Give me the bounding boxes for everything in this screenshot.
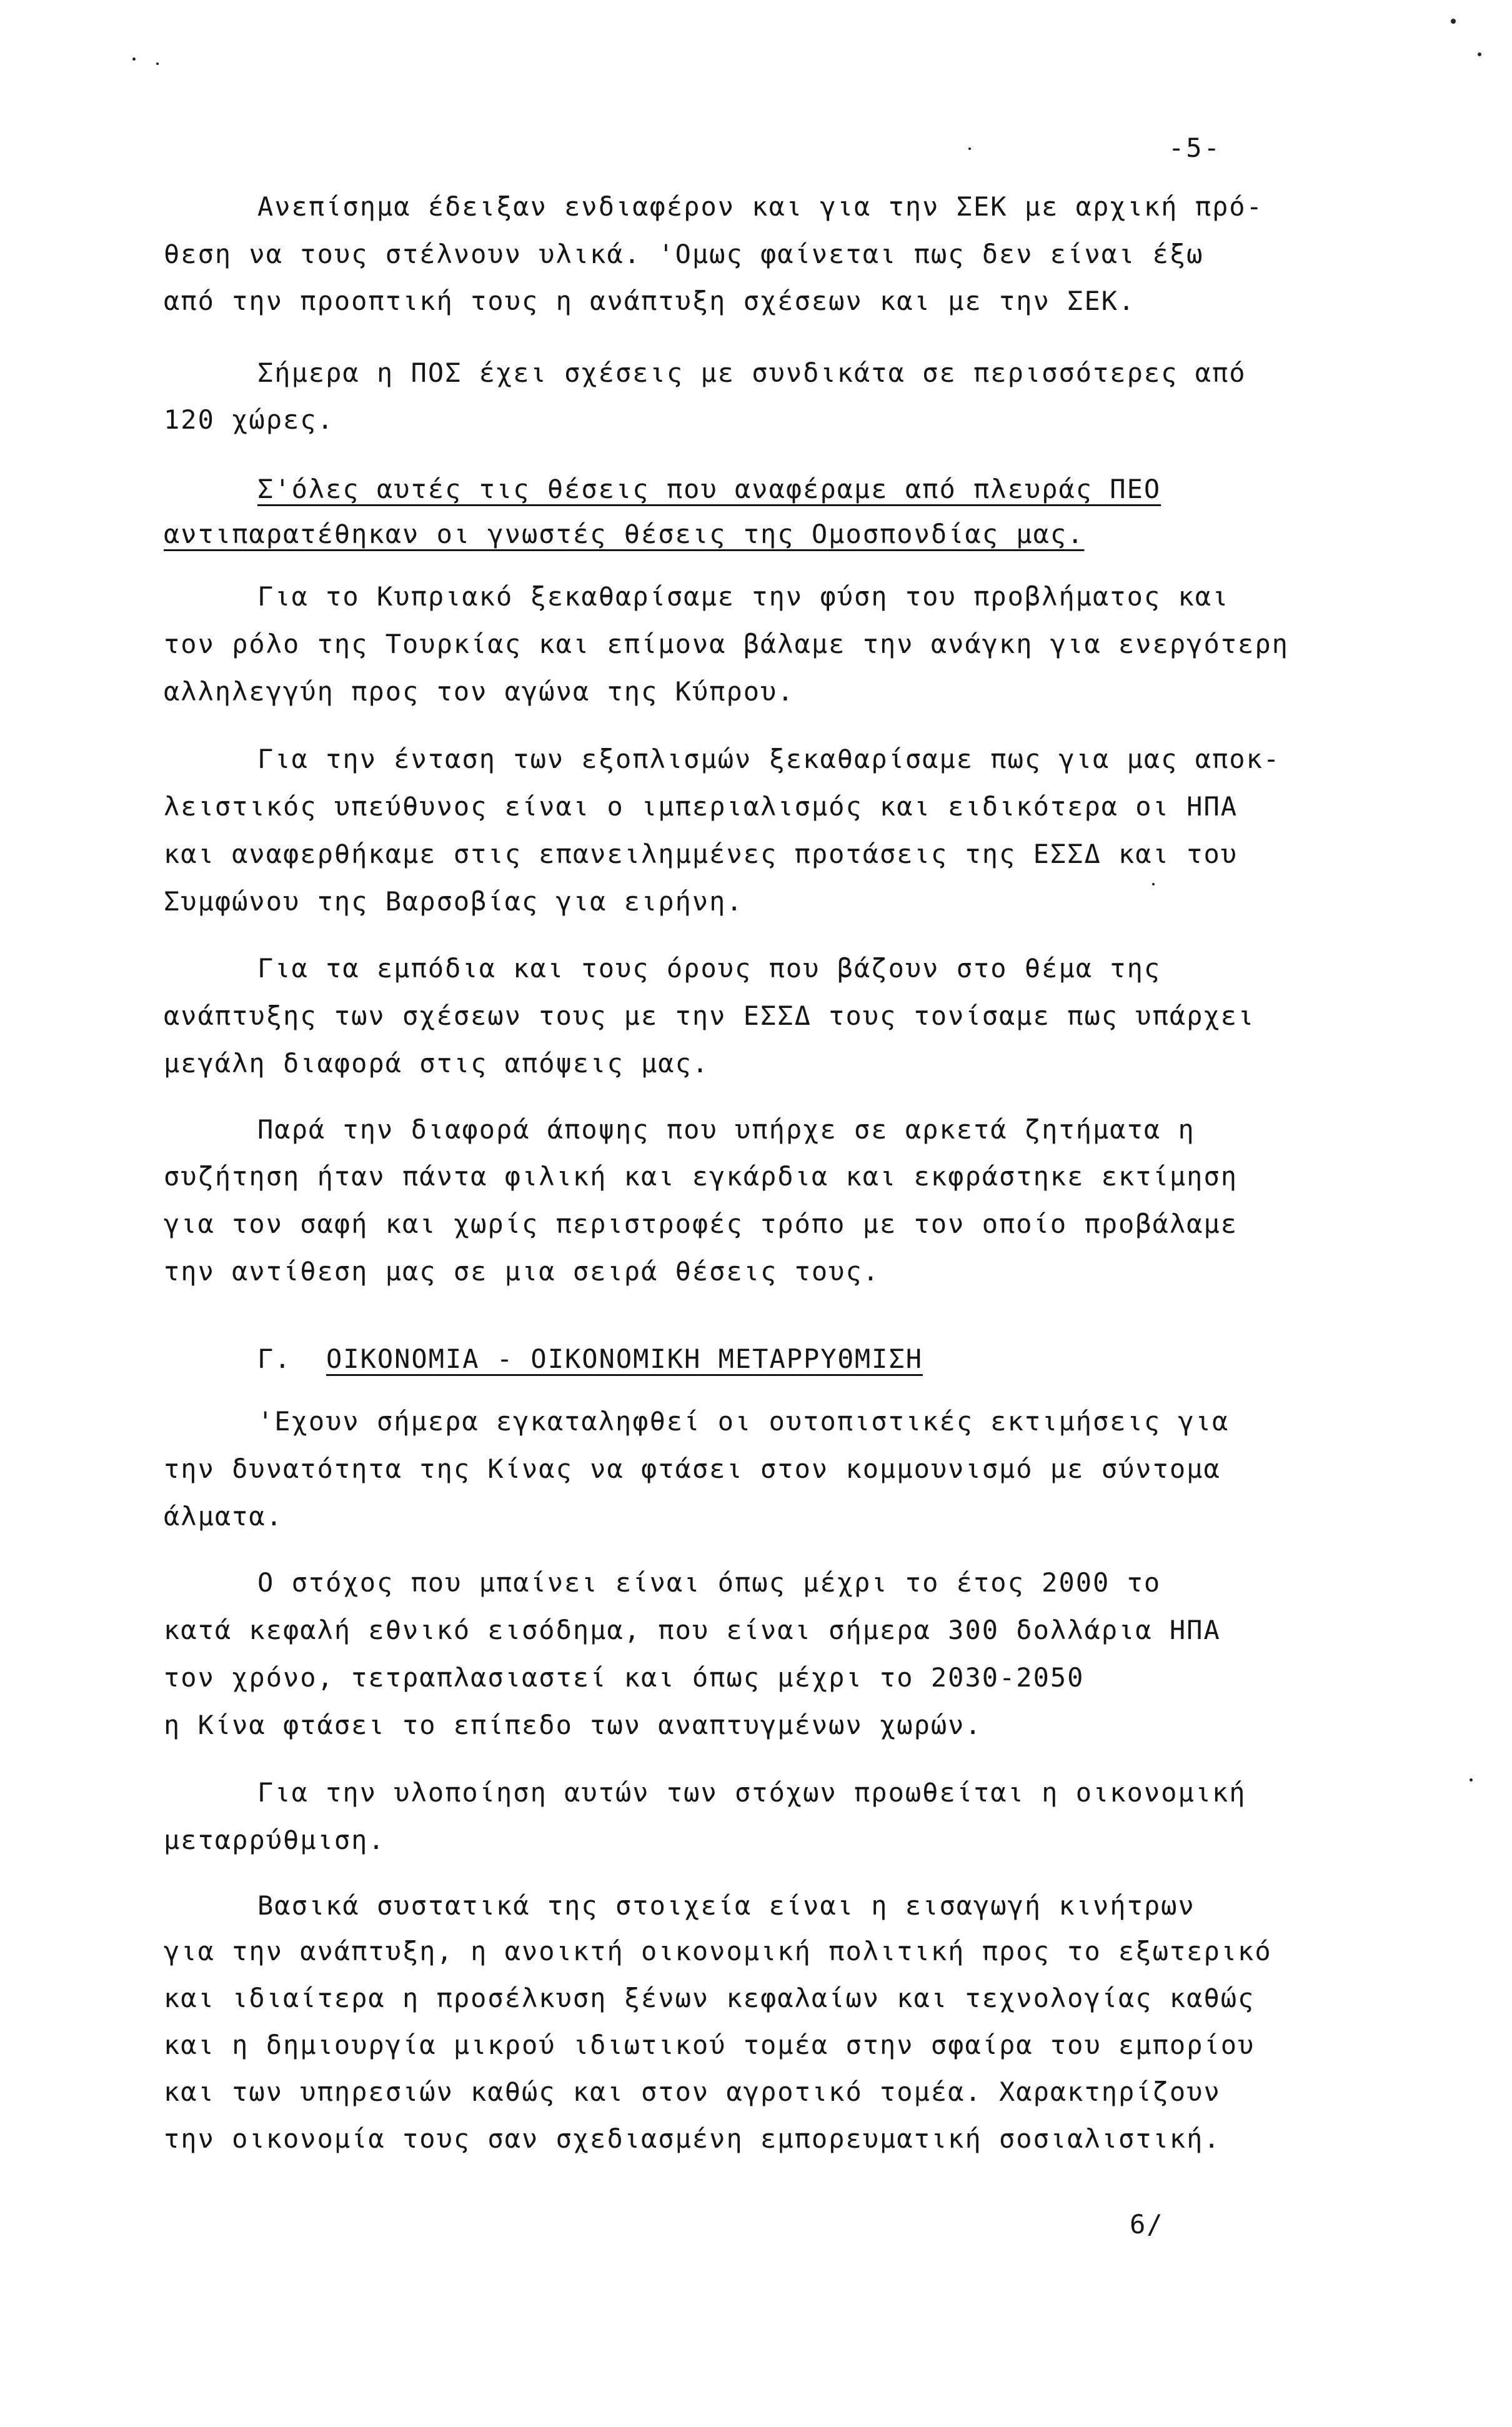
scan-speck: [1451, 19, 1456, 24]
paragraph-line: Ανεπίσημα έδειξαν ενδιαφέρον και για την ΣΕΚ με αρχική πρό-: [257, 191, 1263, 222]
paragraph-line: και αναφερθήκαμε στις επανειλημμένες προτάσεις της ΕΣΣΔ και του: [164, 839, 1238, 869]
scan-speck: [156, 62, 159, 65]
paragraph-line: αλληλεγγύη προς τον αγώνα της Κύπρου.: [164, 676, 795, 707]
section-letter: Γ.: [257, 1343, 292, 1374]
paragraph-line: άλματα.: [164, 1501, 284, 1532]
page-number: -5-: [1168, 132, 1221, 163]
paragraph-line: τον χρόνο, τετραπλασιαστεί και όπως μέχρι το 2030-2050: [164, 1662, 1085, 1693]
paragraph-line: την δυνατότητα της Κίνας να φτάσει στον κομμουνισμό με σύντομα: [164, 1453, 1221, 1484]
paragraph-line: την αντίθεση μας σε μια σειρά θέσεις τους.: [164, 1256, 880, 1287]
paragraph-line: Για την υλοποίηση αυτών των στόχων προωθείται η οικονομική: [257, 1777, 1246, 1808]
paragraph-line: από την προοπτική τους η ανάπτυξη σχέσεων και με την ΣΕΚ.: [164, 286, 1136, 316]
scan-speck: [1152, 883, 1155, 885]
paragraph-line: 'Εχουν σήμερα εγκαταληφθεί οι ουτοπιστικές εκτιμήσεις για: [257, 1406, 1230, 1437]
paragraph-line: συζήτηση ήταν πάντα φιλική και εγκάρδια και εκφράστηκε εκτίμηση: [164, 1161, 1238, 1192]
paragraph-line: Συμφώνου της Βαρσοβίας για ειρήνη.: [164, 886, 744, 917]
underlined-line: Σ'όλες αυτές τις θέσεις που αναφέραμε από πλευράς ΠΕΟ: [257, 474, 1161, 504]
paragraph-line: Σήμερα η ΠΟΣ έχει σχέσεις με συνδικάτα σε περισσότερες από: [257, 357, 1246, 388]
paragraph-line: και των υπηρεσιών καθώς και στον αγροτικό τομέα. Χαρακτηρίζουν: [164, 2076, 1221, 2107]
paragraph-line: ανάπτυξης των σχέσεων τους με την ΕΣΣΔ τους τονίσαμε πως υπάρχει: [164, 1000, 1255, 1031]
paragraph-line: μεταρρύθμιση.: [164, 1825, 385, 1855]
scan-speck: [132, 57, 136, 61]
scan-speck: [1478, 52, 1481, 56]
section-title: ΟΙΚΟΝΟΜΙΑ - ΟΙΚΟΝΟΜΙΚΗ ΜΕΤΑΡΡΥΘΜΙΣΗ: [326, 1343, 923, 1374]
paragraph-line: 120 χώρες.: [164, 404, 334, 435]
paragraph-line: μεγάλη διαφορά στις απόψεις μας.: [164, 1048, 710, 1079]
paragraph-line: Για το Κυπριακό ξεκαθαρίσαμε την φύση του προβλήματος και: [257, 581, 1230, 612]
paragraph-line: Βασικά συστατικά της στοιχεία είναι η εισαγωγή κινήτρων: [257, 1890, 1195, 1921]
paragraph-line: η Κίνα φτάσει το επίπεδο των αναπτυγμένων χωρών.: [164, 1710, 982, 1740]
paragraph-line: κατά κεφαλή εθνικό εισόδημα, που είναι σήμερα 300 δολλάρια ΗΠΑ: [164, 1615, 1221, 1645]
underlined-line: αντιπαρατέθηκαν οι γνωστές θέσεις της Ομοσπονδίας μας.: [164, 519, 1085, 549]
paragraph-line: Για τα εμπόδια και τους όρους που βάζουν στο θέμα της: [257, 953, 1161, 984]
paragraph-line: τον ρόλο της Τουρκίας και επίμονα βάλαμε την ανάγκη για ενεργότερη: [164, 629, 1289, 659]
paragraph-line: για τον σαφή και χωρίς περιστροφές τρόπο με τον οποίο προβάλαμε: [164, 1209, 1238, 1239]
paragraph-line: θεση να τους στέλνουν υλικά. 'Ομως φαίνεται πως δεν είναι έξω: [164, 239, 1204, 269]
paragraph-line: Παρά την διαφορά άποψης που υπήρχε σε αρκετά ζητήματα η: [257, 1114, 1195, 1145]
paragraph-line: Ο στόχος που μπαίνει είναι όπως μέχρι το έτος 2000 το: [257, 1567, 1161, 1598]
scan-speck: [1470, 1778, 1473, 1782]
next-page-marker: 6/: [1130, 2209, 1164, 2240]
paragraph-line: λειστικός υπεύθυνος είναι ο ιμπεριαλισμός και ειδικότερα οι ΗΠΑ: [164, 791, 1238, 822]
paragraph-line: και ιδιαίτερα η προσέλκυση ξένων κεφαλαίων και τεχνολογίας καθώς: [164, 1983, 1255, 2013]
paragraph-line: για την ανάπτυξη, η ανοικτή οικονομική πολιτική προς το εξωτερικό: [164, 1936, 1272, 1966]
paragraph-line: Για την ένταση των εξοπλισμών ξεκαθαρίσαμε πως για μας αποκ-: [257, 744, 1281, 774]
paragraph-line: και η δημιουργία μικρού ιδιωτικού τομέα στην σφαίρα του εμπορίου: [164, 2030, 1255, 2060]
scan-speck: [968, 147, 971, 150]
paragraph-line: την οικονομία τους σαν σχεδιασμένη εμπορευματική σοσιαλιστική.: [164, 2123, 1221, 2154]
